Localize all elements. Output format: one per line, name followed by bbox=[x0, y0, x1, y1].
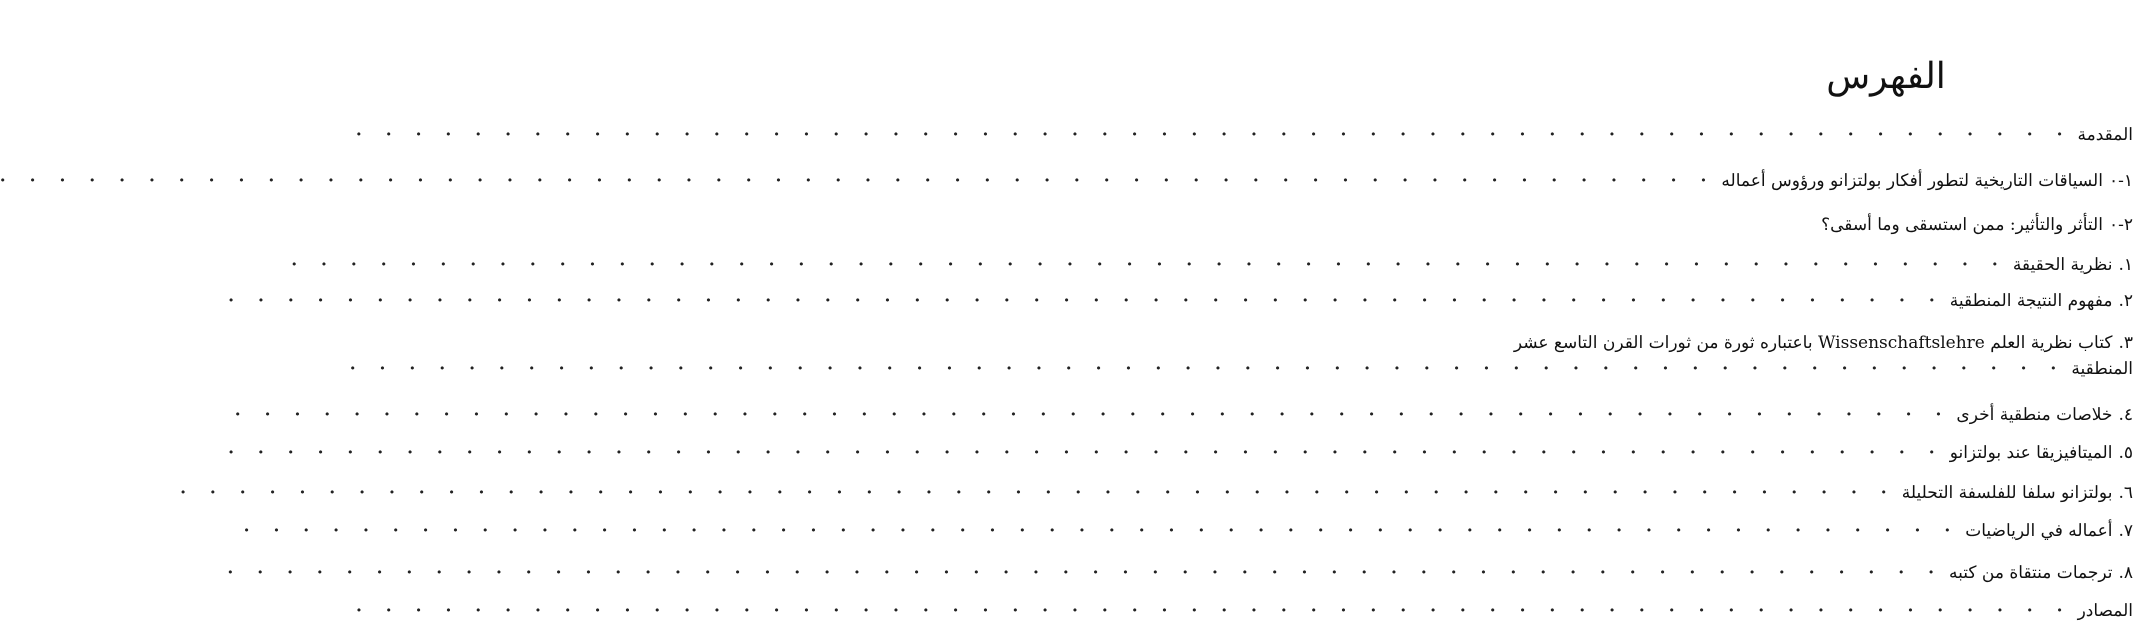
toc-leader: · · · · · · · · · · · · · · · · · · · · · · · · · · · · · · · · · · · · · · · · · · · · · · · · · · · · · · · · · · bbox=[234, 405, 1951, 425]
toc-entry-number: ٨. bbox=[2118, 563, 2133, 583]
toc-entry-other-logical-summaries bbox=[234, 402, 2133, 428]
toc-entry-number: ٦. bbox=[2118, 483, 2133, 503]
toc-leader: · · · · · · · · · · · · · · · · · · · · · · · · · · · · · · · · · · · · · · · · · · · · · · · · · · · · · · · · · · bbox=[228, 291, 1944, 311]
toc-leader: · · · · · · · · · · · · · · · · · · · · · · · · · · · · · · · · · · · · · · · · · · · · · · · · · · · · · · · · · · bbox=[355, 125, 2072, 145]
toc-leader: · · · · · · · · · · · · · · · · · · · · · · · · · · · · · · · · · · · · · · · · · · · · · · · · · · · · · · · · · · bbox=[355, 601, 2072, 621]
toc-entry-number: ٢. bbox=[2118, 291, 2133, 311]
toc-entry-theory-of-truth bbox=[291, 252, 2133, 278]
toc-entry-number: ١-٠ bbox=[2108, 171, 2133, 191]
toc-entry-number: ٣. bbox=[2118, 333, 2133, 353]
toc-entry-text: ترجمات منتقاة من كتبه bbox=[1949, 563, 2113, 583]
toc-leader: · · · · · · · · · · · · · · · · · · · · · · · · · · · · · · · · · · · · · · · · · · · · · · · · · · · · · · · · · · bbox=[243, 521, 1960, 541]
toc-entry-number: ٧. bbox=[2118, 521, 2133, 541]
toc-leader: · · · · · · · · · · · · · · · · · · · · · · · · · · · · · · · · · · · · · · · · · · · · · · · · · · · · · · · · · · bbox=[349, 359, 2066, 379]
toc-entry-text: الميتافيزيقا عند بولتزانو bbox=[1949, 443, 2113, 463]
toc-entry-text: مفهوم النتيجة المنطقية bbox=[1949, 291, 2113, 311]
toc-entry-text: السياقات التاريخية لتطور أفكار بولتزانو ورؤوس أعماله bbox=[1721, 171, 2103, 191]
toc-leader: · · · · · · · · · · · · · · · · · · · · · · · · · · · · · · · · · · · · · · · · · · · · · · · · · · · · · · · · · · bbox=[291, 255, 2007, 275]
toc-entry-metaphysics bbox=[228, 440, 2133, 466]
toc-entry-mathematics bbox=[243, 518, 2133, 544]
toc-entry-text bbox=[1514, 330, 2113, 356]
toc-entry-translations bbox=[227, 560, 2133, 586]
toc-entry-text: خلاصات منطقية أخرى bbox=[1956, 405, 2113, 425]
toc-entry-text: التأثر والتأثير: ممن استسقى وما أسقى؟ bbox=[1821, 215, 2103, 235]
toc-entry-analytic-philosophy bbox=[180, 480, 2133, 506]
toc-entry-introduction bbox=[355, 122, 2133, 148]
toc-entry-historical-contexts bbox=[0, 168, 2133, 194]
toc-entry-number: ٤. bbox=[2118, 405, 2133, 425]
toc-entry-text-continued: المنطقية bbox=[2071, 359, 2133, 379]
toc-entry-wissenschaftslehre bbox=[349, 330, 2133, 382]
toc-entry-logical-consequence bbox=[228, 288, 2133, 314]
toc-entry-sources bbox=[355, 598, 2133, 624]
toc-entry-text: المصادر bbox=[2077, 601, 2133, 621]
toc-entry-number: ٢-٠ bbox=[2108, 215, 2133, 235]
toc-entry-text: المقدمة bbox=[2077, 125, 2133, 145]
toc-entry-text: نظرية الحقيقة bbox=[2012, 255, 2113, 275]
toc-entry-number: ١. bbox=[2118, 255, 2133, 275]
toc-leader: · · · · · · · · · · · · · · · · · · · · · · · · · · · · · · · · · · · · · · · · · · · · · · · · · · · · · · · · · · bbox=[228, 443, 1944, 463]
toc-entry-influence bbox=[1631, 212, 2133, 238]
toc-entry-latin-title: Wissenschaftslehre bbox=[1817, 333, 1985, 353]
toc-entry-text: بولتزانو سلفا للفلسفة التحليلة bbox=[1901, 483, 2113, 503]
toc-title: الفهرس bbox=[1826, 56, 1946, 97]
toc-entry-number: ٥. bbox=[2118, 443, 2133, 463]
toc-leader: · · · · · · · · · · · · · · · · · · · · · · · · · · · · · · · · · · · · · · · · · · · · · · · · · · · · · · · · · · bbox=[180, 483, 1896, 503]
toc-leader: · · · · · · · · · · · · · · · · · · · · · · · · · · · · · · · · · · · · · · · · · · · · · · · · · · · · · · · · · · bbox=[227, 563, 1944, 583]
toc-entry-text-part: كتاب نظرية العلم bbox=[1990, 333, 2113, 353]
toc-leader: · · · · · · · · · · · · · · · · · · · · · · · · · · · · · · · · · · · · · · · · · · · · · · · · · · · · · · · · · · bbox=[0, 171, 1716, 191]
toc-entry-text: أعماله في الرياضيات bbox=[1965, 521, 2113, 541]
toc-entry-text-part: باعتباره ثورة من ثورات القرن التاسع عشر bbox=[1513, 333, 1813, 353]
